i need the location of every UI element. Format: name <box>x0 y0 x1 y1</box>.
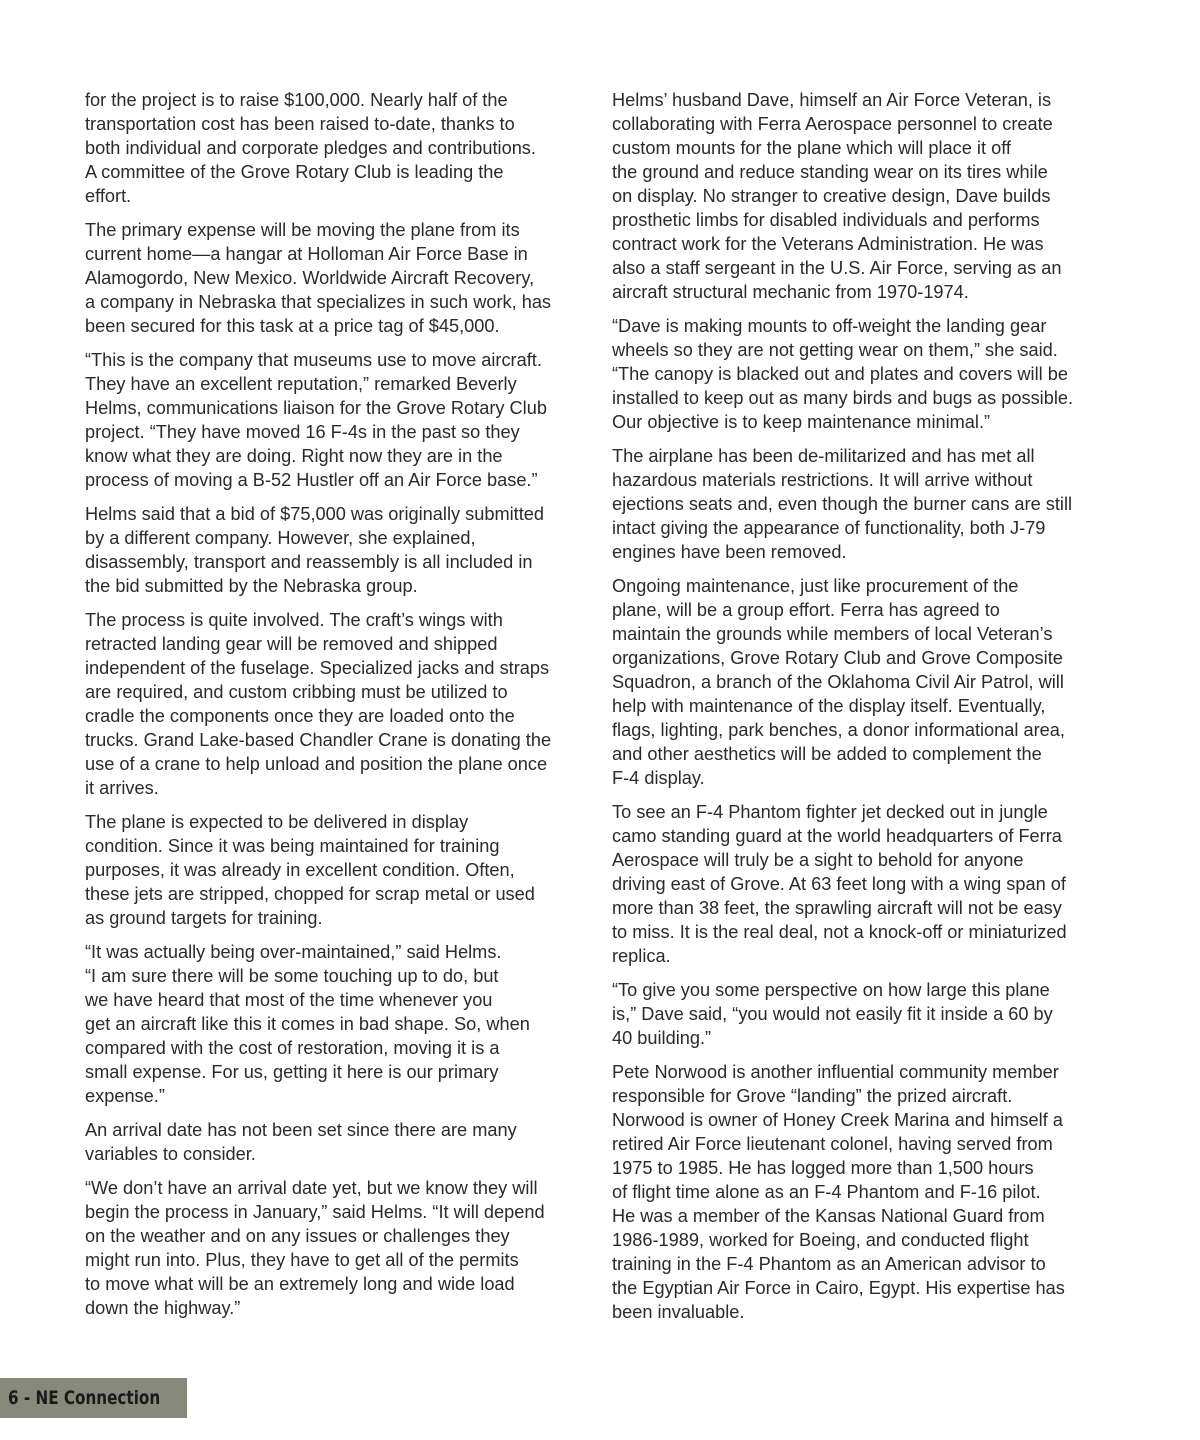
paragraph: The airplane has been de-militarized and has met all hazardous materials restrictions. It will arrive without ejections seats and, even though the burner cans are still intact giving the appearance of functionality, both J-79 engines have been removed. <box>612 446 1073 562</box>
paragraph: “Dave is making mounts to off-weight the landing gear wheels so they are not getting wear on them,” she said. “The canopy is blacked out and plates and covers will be installed to keep out as many birds and bugs as possible. Our objective is to keep maintenance minimal.” <box>612 316 1074 432</box>
paragraph: for the project is to raise $100,000. Nearly half of the transportation cost has been raised to-date, thanks to both individual and corporate pledges and contributions. A committee of the Grove Rotary Club is leading the effort. <box>85 90 536 206</box>
paragraph: Pete Norwood is another influential community member responsible for Grove “landing” the prized aircraft. Norwood is owner of Honey Creek Marina and himself a retired Air Force lieutenant colonel, having served from 1975 to 1985. He has logged more than 1,500 hours of flight time alone as an F-4 Phantom and F-16 pilot. He was a member of the Kansas National Guard from 1986-1989, worked for Boeing, and conducted flight training in the F-4 Phantom as an American advisor to the Egyptian Air Force in Cairo, Egypt. His expertise has been invaluable. <box>612 1062 1065 1322</box>
paragraph: “To give you some perspective on how large this plane is,” Dave said, “you would not easily fit it inside a 60 by 40 building.” <box>612 980 1053 1048</box>
paragraph: Helms said that a bid of $75,000 was originally submitted by a different company. However, she explained, disassembly, transport and reassembly is all included in the bid submitted by the Nebraska group. <box>85 504 544 596</box>
paragraph: “We don’t have an arrival date yet, but we know they will begin the process in January,” said Helms. “It will depend on the weather and on any issues or challenges they might run into. Plus, they have to get all of the permits to move what will be an extremely long and wide load down the highway.” <box>85 1178 545 1318</box>
paragraph: “This is the company that museums use to move aircraft. They have an excellent reputation,” remarked Beverly Helms, communications liaison for the Grove Rotary Club project. “They have moved 16 F-4s in the past so they know what they are doing. Right now they are in the process of moving a B-52 Hustler off an Air Force base.” <box>85 350 547 490</box>
paragraph: To see an F-4 Phantom fighter jet decked out in jungle camo standing guard at the world headquarters of Ferra Aerospace will truly be a sight to behold for anyone driving east of Grove. At 63 feet long with a wing span of more than 38 feet, the sprawling aircraft will not be easy to miss. It is the real deal, not a knock-off or miniaturized replica. <box>612 802 1067 966</box>
paragraph: An arrival date has not been set since there are many variables to consider. <box>85 1120 517 1164</box>
paragraph: The process is quite involved. The craft’s wings with retracted landing gear will be removed and shipped independent of the fuselage. Specialized jacks and straps are required, and custom cribbing must be utilized to cradle the components once they are loaded onto the trucks. Grand Lake-based Chandler Crane is donating the use of a crane to help unload and position the plane once it arrives. <box>85 610 552 798</box>
page-folio: 6 - NE Connection <box>8 1387 161 1409</box>
page-footer-tab <box>0 1378 187 1418</box>
paragraph: Helms’ husband Dave, himself an Air Force Veteran, is collaborating with Ferra Aerospace personnel to create custom mounts for the plane which will place it off the ground and reduce standing wear on its tires while on display. No stranger to creative design, Dave builds prosthetic limbs for disabled individuals and performs contract work for the Veterans Administration. He was also a staff sergeant in the U.S. Air Force, serving as an aircraft structural mechanic from 1970-1974. <box>612 90 1062 302</box>
paragraph: “It was actually being over-maintained,” said Helms. “I am sure there will be some touching up to do, but we have heard that most of the time whenever you get an aircraft like this it comes in bad shape. So, when compared with the cost of restoration, moving it is a small expense. For us, getting it here is our primary expense.” <box>85 942 530 1106</box>
paragraph: The primary expense will be moving the plane from its current home—a hangar at Holloman Air Force Base in Alamogordo, New Mexico. Worldwide Aircraft Recovery, a company in Nebraska that specializes in such work, has been secured for this task at a price tag of $45,000. <box>85 220 552 336</box>
paragraph: The plane is expected to be delivered in display condition. Since it was being maintained for training purposes, it was already in excellent condition. Often, these jets are stripped, chopped for scrap metal or used as ground targets for training. <box>85 812 535 928</box>
paragraph: Ongoing maintenance, just like procurement of the plane, will be a group effort. Ferra has agreed to maintain the grounds while members of local Veteran’s organizations, Grove Rotary Club and Grove Composite Squadron, a branch of the Oklahoma Civil Air Patrol, will help with maintenance of the display itself. Eventually, flags, lighting, park benches, a donor informational area, and other aesthetics will be added to complement the F-4 display. <box>612 576 1065 788</box>
article-column-right <box>612 88 1112 1334</box>
article-column-left <box>85 88 585 1330</box>
